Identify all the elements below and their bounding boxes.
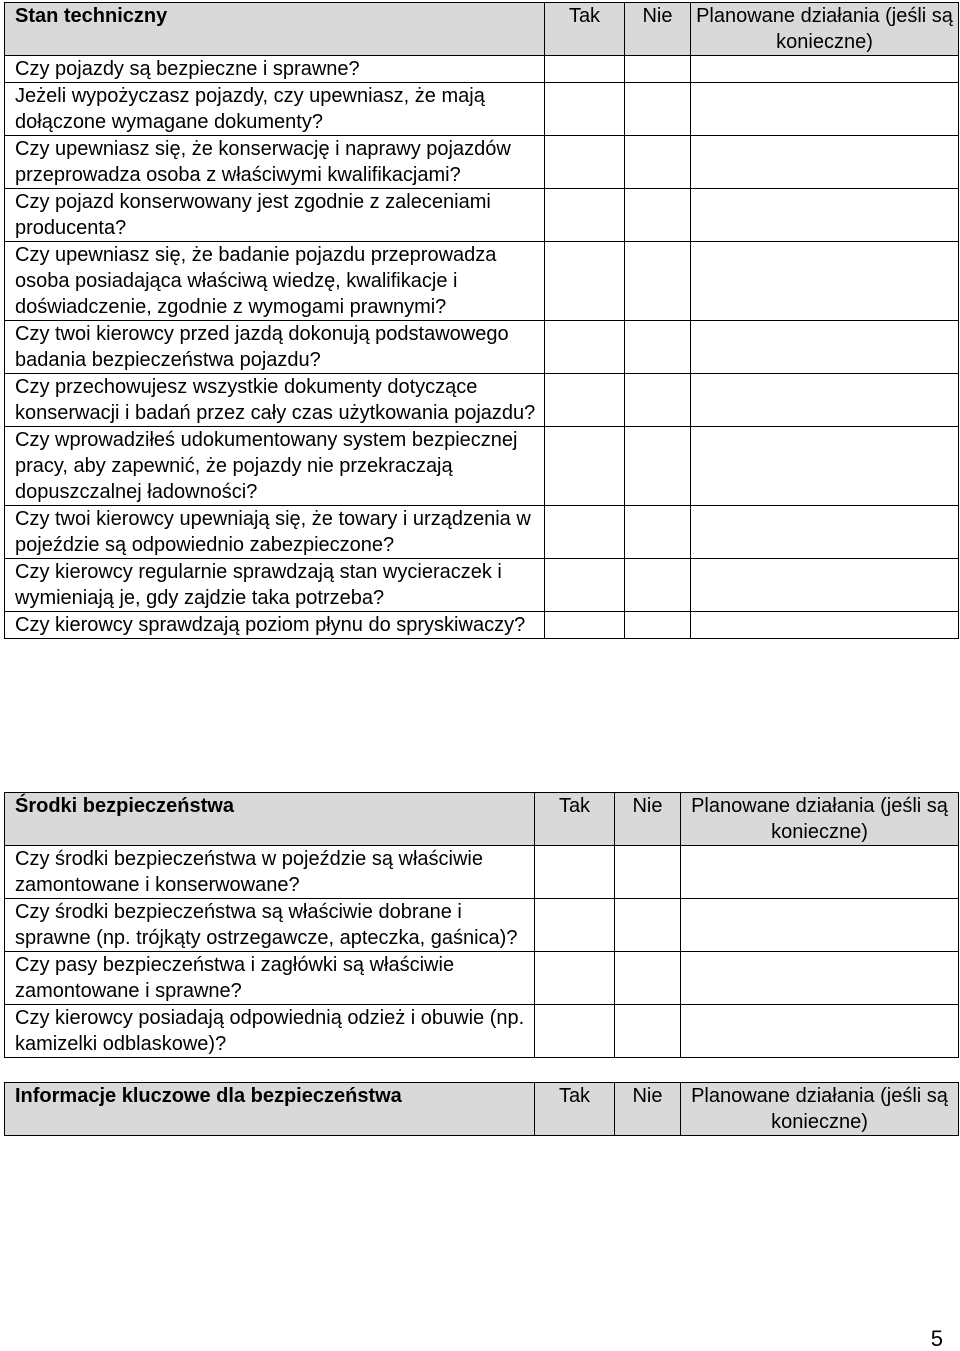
question-row xyxy=(5,242,959,321)
planned-actions-cell[interactable] xyxy=(691,83,959,136)
no-column-header: Nie xyxy=(615,793,681,846)
no-cell[interactable] xyxy=(625,56,691,83)
section-title: Informacje kluczowe dla bezpieczeństwa xyxy=(5,1083,535,1136)
yes-cell[interactable] xyxy=(545,427,625,506)
no-cell[interactable] xyxy=(625,506,691,559)
yes-column-header: Tak xyxy=(535,1083,615,1136)
yes-cell[interactable] xyxy=(535,899,615,952)
yes-cell[interactable] xyxy=(545,83,625,136)
key-safety-info-table xyxy=(4,1082,959,1136)
no-cell[interactable] xyxy=(625,321,691,374)
question-row xyxy=(5,374,959,427)
question-row xyxy=(5,321,959,374)
no-column-header: Nie xyxy=(625,3,691,56)
no-cell[interactable] xyxy=(625,559,691,612)
question-text: Czy pojazdy są bezpieczne i sprawne? xyxy=(5,56,545,83)
yes-cell[interactable] xyxy=(545,321,625,374)
no-cell[interactable] xyxy=(625,242,691,321)
planned-actions-cell[interactable] xyxy=(691,427,959,506)
no-cell[interactable] xyxy=(625,136,691,189)
yes-cell[interactable] xyxy=(535,1005,615,1058)
question-row xyxy=(5,559,959,612)
yes-cell[interactable] xyxy=(535,952,615,1005)
question-row xyxy=(5,952,959,1005)
question-text: Jeżeli wypożyczasz pojazdy, czy upewniasz, że mają dołączone wymagane dokumenty? xyxy=(5,83,545,136)
no-cell[interactable] xyxy=(615,899,681,952)
section-title: Stan techniczny xyxy=(5,3,545,56)
planned-actions-column-header: Planowane działania (jeśli są konieczne) xyxy=(681,793,959,846)
question-row xyxy=(5,56,959,83)
yes-cell[interactable] xyxy=(545,56,625,83)
yes-cell[interactable] xyxy=(545,559,625,612)
no-cell[interactable] xyxy=(625,83,691,136)
technical-condition-table xyxy=(4,2,959,639)
yes-cell[interactable] xyxy=(545,374,625,427)
question-text: Czy kierowcy sprawdzają poziom płynu do spryskiwaczy? xyxy=(5,612,545,639)
question-text: Czy upewniasz się, że badanie pojazdu przeprowadza osoba posiadająca właściwą wiedzę, kwalifikacje i doświadczenie, zgodnie z wymogami prawnymi? xyxy=(5,242,545,321)
question-text: Czy twoi kierowcy upewniają się, że towary i urządzenia w pojeździe są odpowiednio zabezpieczone? xyxy=(5,506,545,559)
question-row xyxy=(5,846,959,899)
question-row xyxy=(5,899,959,952)
no-cell[interactable] xyxy=(625,427,691,506)
no-cell[interactable] xyxy=(625,189,691,242)
no-cell[interactable] xyxy=(615,1005,681,1058)
yes-cell[interactable] xyxy=(545,612,625,639)
planned-actions-cell[interactable] xyxy=(681,952,959,1005)
section-header-row xyxy=(5,3,959,56)
no-cell[interactable] xyxy=(615,952,681,1005)
section-title: Środki bezpieczeństwa xyxy=(5,793,535,846)
planned-actions-cell[interactable] xyxy=(691,136,959,189)
no-cell[interactable] xyxy=(615,846,681,899)
question-text: Czy pojazd konserwowany jest zgodnie z zaleceniami producenta? xyxy=(5,189,545,242)
question-row xyxy=(5,612,959,639)
question-row xyxy=(5,189,959,242)
planned-actions-cell[interactable] xyxy=(681,899,959,952)
question-text: Czy pasy bezpieczeństwa i zagłówki są właściwie zamontowane i sprawne? xyxy=(5,952,535,1005)
question-text: Czy kierowcy regularnie sprawdzają stan wycieraczek i wymieniają je, gdy zajdzie taka potrzeba? xyxy=(5,559,545,612)
page-number: 5 xyxy=(930,1326,943,1351)
question-row xyxy=(5,1005,959,1058)
question-text: Czy środki bezpieczeństwa są właściwie dobrane i sprawne (np. trójkąty ostrzegawcze, apteczka, gaśnica)? xyxy=(5,899,535,952)
planned-actions-cell[interactable] xyxy=(691,559,959,612)
yes-cell[interactable] xyxy=(545,242,625,321)
planned-actions-column-header: Planowane działania (jeśli są konieczne) xyxy=(691,3,959,56)
question-text: Czy środki bezpieczeństwa w pojeździe są właściwie zamontowane i konserwowane? xyxy=(5,846,535,899)
question-text: Czy przechowujesz wszystkie dokumenty dotyczące konserwacji i badań przez cały czas użytkowania pojazdu? xyxy=(5,374,545,427)
no-cell[interactable] xyxy=(625,612,691,639)
question-text: Czy wprowadziłeś udokumentowany system bezpiecznej pracy, aby zapewnić, że pojazdy nie przekraczają dopuszczalnej ładowności? xyxy=(5,427,545,506)
question-text: Czy upewniasz się, że konserwację i naprawy pojazdów przeprowadza osoba z właściwymi kwalifikacjami? xyxy=(5,136,545,189)
planned-actions-cell[interactable] xyxy=(691,189,959,242)
yes-cell[interactable] xyxy=(545,506,625,559)
yes-cell[interactable] xyxy=(545,136,625,189)
planned-actions-cell[interactable] xyxy=(691,506,959,559)
yes-column-header: Tak xyxy=(535,793,615,846)
planned-actions-cell[interactable] xyxy=(691,321,959,374)
question-row xyxy=(5,83,959,136)
planned-actions-cell[interactable] xyxy=(681,1005,959,1058)
no-column-header: Nie xyxy=(615,1083,681,1136)
planned-actions-cell[interactable] xyxy=(681,846,959,899)
question-row xyxy=(5,506,959,559)
no-cell[interactable] xyxy=(625,374,691,427)
question-row xyxy=(5,136,959,189)
section-header-row xyxy=(5,793,959,846)
question-text: Czy twoi kierowcy przed jazdą dokonują podstawowego badania bezpieczeństwa pojazdu? xyxy=(5,321,545,374)
safety-equipment-table xyxy=(4,792,959,1058)
yes-cell[interactable] xyxy=(535,846,615,899)
section-header-row xyxy=(5,1083,959,1136)
planned-actions-cell[interactable] xyxy=(691,242,959,321)
planned-actions-column-header: Planowane działania (jeśli są konieczne) xyxy=(681,1083,959,1136)
yes-column-header: Tak xyxy=(545,3,625,56)
question-text: Czy kierowcy posiadają odpowiednią odzież i obuwie (np. kamizelki odblaskowe)? xyxy=(5,1005,535,1058)
planned-actions-cell[interactable] xyxy=(691,56,959,83)
yes-cell[interactable] xyxy=(545,189,625,242)
question-row xyxy=(5,427,959,506)
planned-actions-cell[interactable] xyxy=(691,612,959,639)
planned-actions-cell[interactable] xyxy=(691,374,959,427)
